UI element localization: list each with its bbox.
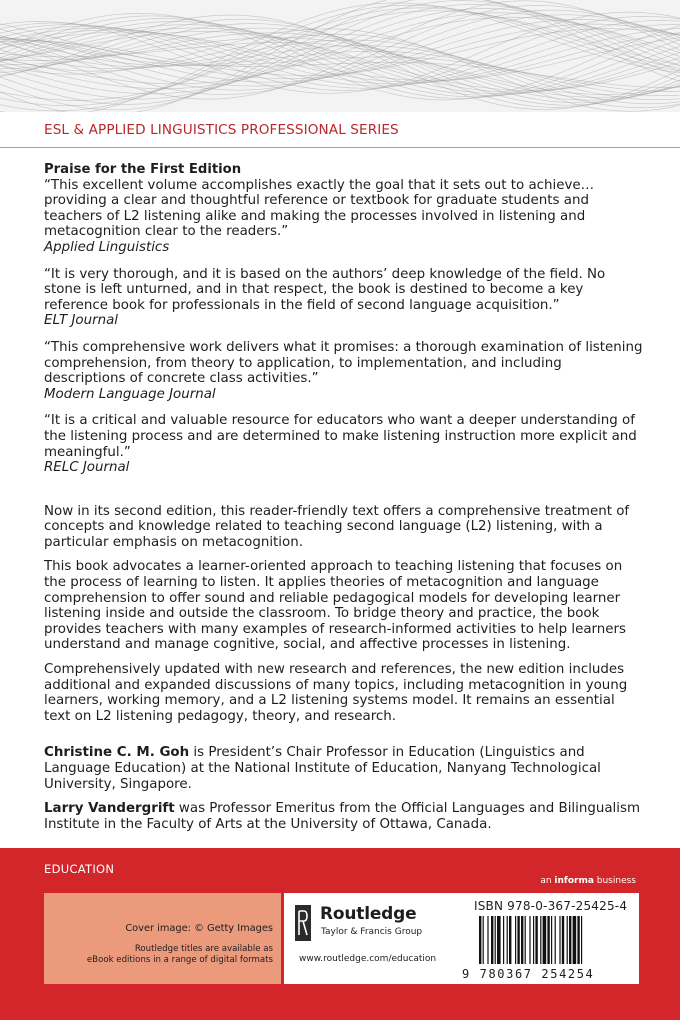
informa-tagline [540, 876, 636, 886]
barcode-bar [540, 916, 541, 964]
cover-wave-pattern [0, 0, 680, 112]
barcode-bar [479, 916, 481, 964]
publisher-name: Routledge [320, 904, 417, 924]
barcode-bar [535, 916, 537, 964]
cover-image-credit: Cover image: © Getty Images [125, 923, 273, 934]
isbn-number: ISBN 978-0-367-25425-4 [474, 899, 628, 913]
quote-source: Modern Language Journal [44, 386, 216, 402]
informa-brand: informa [554, 876, 594, 886]
barcode-bar [577, 916, 579, 964]
description-paragraph: This book advocates a learner-oriented approach to teaching listening that focuses on the process of learning to listen. It applies theories of metacognition and language comprehension to offer sound and reliable pedagogical models for developing learner listening inside and outside the classroom. To bridge theory and practice, the book provides teachers with many examples of research-informed activities to help learners understand and manage cognitive, social, and affective processes in listening. [44, 559, 627, 653]
praise-heading: Praise for the First Edition [44, 162, 242, 177]
barcode-bar [559, 916, 560, 964]
series-divider [0, 147, 680, 148]
barcode-bar [509, 916, 511, 964]
barcode-bar [521, 916, 523, 964]
quote-text: “It is very thorough, and it is based on the authors’ deep knowledge of the field. No stone is left unturned, and in that respect, the book is destined to become a key reference book for professionals in the field of second language acquisition.” [44, 266, 606, 313]
barcode-bar [515, 916, 516, 964]
publisher-url: www.routledge.com/education [299, 954, 437, 964]
barcode-bar [497, 916, 501, 964]
barcode-bar [573, 916, 577, 964]
informa-prefix: an [540, 876, 555, 886]
barcode-bar [543, 916, 547, 964]
back-cover-text [44, 162, 644, 841]
barcode-bar [533, 916, 534, 964]
review-quote [44, 267, 644, 329]
barcode-bar [491, 916, 493, 964]
barcode-bar [569, 916, 571, 964]
informa-suffix: business [593, 876, 636, 886]
book-description [44, 504, 644, 725]
barcode-bar [567, 916, 568, 964]
barcode-bar [551, 916, 552, 964]
author-bios [44, 745, 644, 832]
review-quote [44, 413, 644, 475]
barcode-bar [547, 916, 549, 964]
barcode-bar [555, 916, 556, 964]
author-bio [44, 801, 644, 832]
barcode-bar [581, 916, 582, 964]
routledge-logo-icon [295, 905, 311, 941]
wave-line [0, 9, 680, 94]
quote-text: “This excellent volume accomplishes exactly the goal that it sets out to achieve… providing a clear and thoughtful reference or textbook for graduate students and teachers of L2 listening alike and making the processes involved in listening and metacognition clear to the readers.” [44, 177, 595, 240]
credits-panel [44, 893, 281, 984]
barcode-bar [483, 916, 484, 964]
author-bio [44, 745, 644, 792]
series-title: ESL & APPLIED LINGUISTICS PROFESSIONAL SERIES [44, 122, 399, 138]
quote-source: RELC Journal [44, 460, 130, 476]
quote-text: “This comprehensive work delivers what it promises: a thorough examination of listening comprehension, from theory to application, to implementation, and including descriptions of concrete class activities.” [44, 339, 643, 387]
barcode-bar [529, 916, 530, 964]
review-quote [44, 340, 644, 402]
publisher-group: Taylor & Francis Group [321, 927, 423, 937]
barcode-icon [479, 916, 622, 964]
quote-text: “It is a critical and valuable resource for educators who want a deeper understanding of the listening process and are determined to make listening instruction more explicit and meaningful.” [44, 413, 637, 460]
publisher-panel [284, 893, 639, 984]
wave-line [0, 5, 680, 100]
barcode-bar [525, 916, 526, 964]
barcode-bar [562, 916, 564, 964]
description-paragraph: Comprehensively updated with new research and references, the new edition includes additional and expanded discussions of many topics, including metacognition in young learners, working memory, and a L2 listening systems model. It remains an essential text on L2 listening pedagogy, theory, and research. [44, 662, 628, 724]
barcode-bar [503, 916, 504, 964]
barcode-bar [507, 916, 508, 964]
author-bio-text: was Professor Emeritus from the Official Languages and Bilingualism Institute in the Faculty of Arts at the University of Ottawa, Canada. [44, 801, 640, 832]
subject-category: EDUCATION [44, 862, 115, 876]
author-name: Larry Vandergrift [44, 801, 175, 817]
barcode-bar [517, 916, 519, 964]
review-quote [44, 178, 644, 256]
author-name: Christine C. M. Goh [44, 745, 190, 761]
description-paragraph: Now in its second edition, this reader-friendly text offers a comprehensive treatment of concepts and knowledge related to teaching second language (L2) listening, with a particular emphasis on metacognition. [44, 503, 630, 550]
author-bio-text: is President’s Chair Professor in Education (Linguistics and Language Education) at the National Institute of Education, Nanyang Technological University, Singapore. [44, 745, 601, 792]
availability-line: eBook editions in a range of digital formats [86, 955, 273, 966]
quote-source: Applied Linguistics [44, 239, 170, 255]
barcode-digits: 9 780367 254254 [462, 967, 595, 981]
quote-source: ELT Journal [44, 313, 118, 329]
barcode-bar [487, 916, 488, 964]
ebook-availability [87, 944, 273, 966]
availability-line: Routledge titles are available as [134, 944, 273, 954]
barcode-bar [495, 916, 496, 964]
footer-band [0, 848, 680, 1020]
